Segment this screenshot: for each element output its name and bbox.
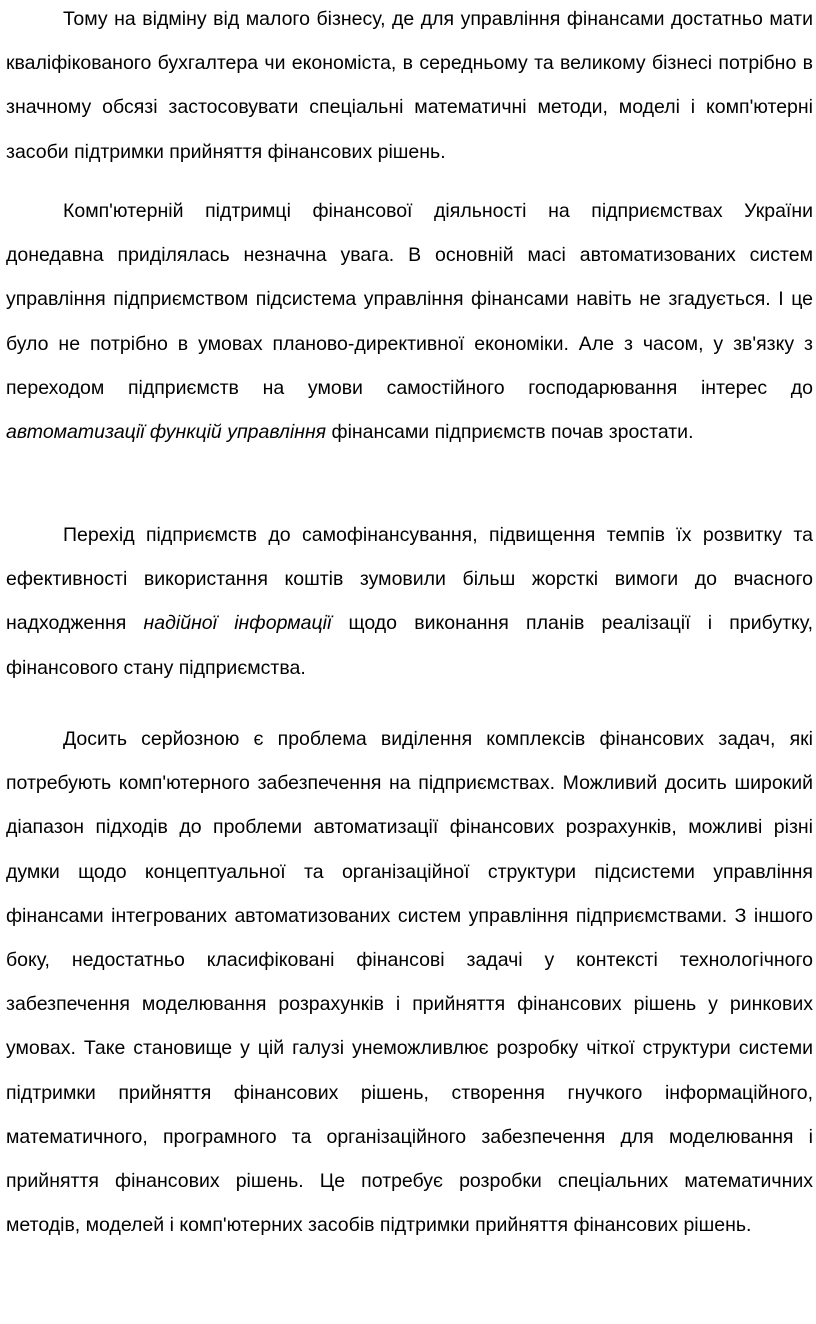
paragraph-3-text: Перехід підприємств до самофінансування, підвищення темпів їх розвитку та ефективності використання коштів зумовили більш жорсткі вимоги до вчасного надходження: [6, 524, 813, 635]
paragraph-1: [6, 0, 813, 174]
paragraph-3-emphasis: надійної інформації: [143, 612, 332, 635]
paragraph-3-text-end: щодо виконання планів реалізації і прибутку, фінансового стану підприємства.: [6, 612, 813, 679]
paragraph-4: [6, 717, 813, 1247]
paragraph-2-text-end: фінансами підприємств почав зростати.: [326, 421, 694, 444]
paragraph-3: [6, 513, 813, 690]
paragraph-2: [6, 189, 813, 454]
paragraph-2-text: Комп'ютерній підтримці фінансової діяльності на підприємствах України донедавна приділялась незначна увага. В основній масі автоматизованих систем управління підприємством підсистема управління фінансами навіть не згадується. І це було не потрібно в умовах планово-директивної економіки. Але з часом, у зв'язку з переходом підприємств на умови самостійного господарювання інтерес до: [6, 200, 813, 399]
paragraph-2-emphasis: автоматизації функцій управління: [6, 421, 327, 444]
paragraph-1-text: Тому на відміну від малого бізнесу, де для управління фінансами достатньо мати кваліфікованого бухгалтера чи економіста, в середньому та великому бізнесі потрібно в значному обсязі застосовувати спеціальні математичні методи, моделі і комп'ютерні засоби підтримки прийняття фінансових рішень.: [6, 8, 813, 163]
paragraph-4-text: Досить серйозною є проблема виділення комплексів фінансових задач, які потребують комп'ютерного забезпечення на підприємствах. Можливий досить широкий діапазон підходів до проблеми автоматизації фінансових розрахунків, можливі різні думки щодо концептуальної та організаційної структури підсистеми управління фінансами інтегрованих автоматизованих систем управління підприємствами. З іншого боку, недостатньо класифіковані фінансові задачі у контексті технологічного забезпечення моделювання розрахунків і прийняття фінансових рішень у ринкових умовах. Таке становище у цій галузі унеможливлює розробку чіткої структури системи підтримки прийняття фінансових рішень, створення гнучкого інформаційного, математичного, програмного та організаційного забезпечення для моделювання і прийняття фінансових рішень. Це потребує розробки спеціальних математичних методів, моделей і комп'ютерних засобів підтримки прийняття фінансових рішень.: [6, 728, 813, 1237]
